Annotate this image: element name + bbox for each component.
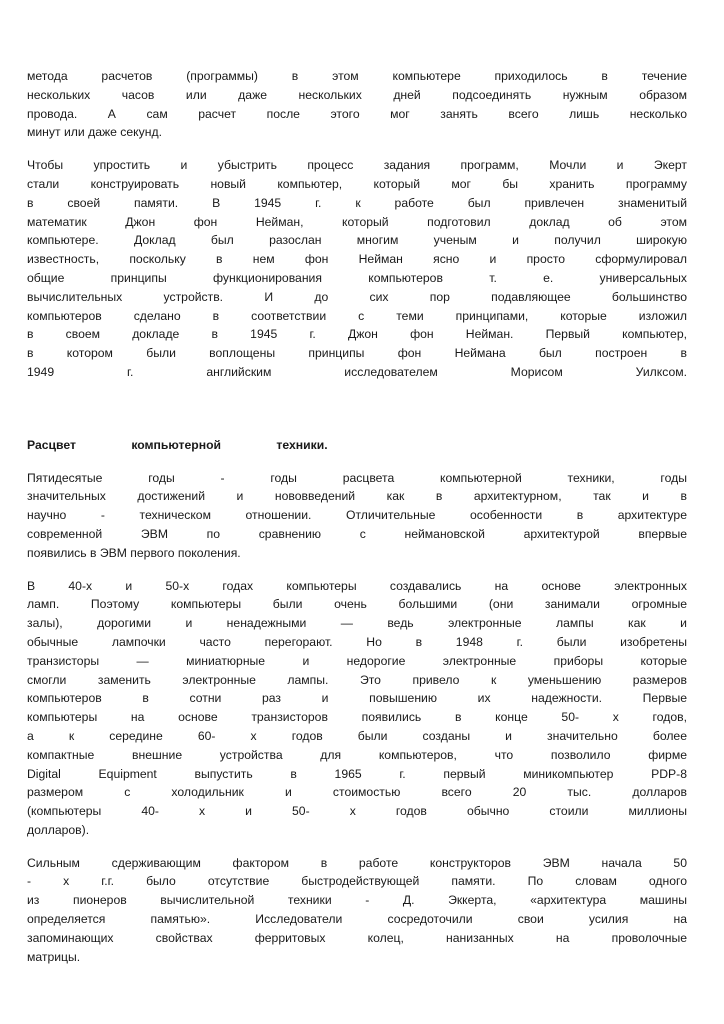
text-line: провода. А сам расчет после этого мог занять всего лишь несколько (27, 106, 687, 121)
text-line: стали конструировать новый компьютер, который мог бы хранить программу (27, 176, 687, 191)
text-line: определяется памятью». Исследователи сосредоточили свои усилия на (27, 912, 687, 927)
text-line: из пионеров вычислительной техники - Д. Эккерта, «архитектура машины (27, 893, 687, 908)
text-line: в своей памяти. В 1945 г. к работе был привлечен знаменитый (27, 195, 687, 210)
text-line: (компьютеры 40- х и 50- х годов обычно стоили миллионы (27, 804, 687, 819)
text-line: Сильным сдерживающим фактором в работе конструкторов ЭВМ начала 50 (27, 855, 687, 870)
text-line: смогли заменить электронные лампы. Это привело к уменьшению размеров (27, 672, 687, 687)
text-line: компьютеров сделано в соответствии с теми принципами, которые изложил (27, 308, 687, 323)
paragraph-von-neumann (27, 156, 687, 382)
text-line: в котором были воплощены принципы фон Неймана был построен в (27, 346, 687, 361)
text-line: математик Джон фон Нейман, который подготовил доклад об этом (27, 214, 687, 229)
text-line: транзисторы — миниатюрные и недорогие электронные приборы которые (27, 653, 687, 668)
text-line: В 40-х и 50-х годах компьютеры создавались на основе электронных (27, 578, 687, 593)
text-line: компьютеров в сотни раз и повышению их надежности. Первые (27, 691, 687, 706)
text-line: компьютеры на основе транзисторов появились в конце 50- х годов, (27, 710, 687, 725)
text-line: - х г.г. было отсутствие быстродействующей памяти. По словам одного (27, 874, 687, 889)
text-line: матрицы. (27, 949, 81, 964)
text-line: метода расчетов (программы) в этом компьютере приходилось в течение (27, 69, 687, 83)
text-line: 1949 г. английским исследователем Морисом Уилксом. (27, 364, 687, 379)
paragraph-memory (27, 854, 687, 967)
text-line: научно - техническом отношении. Отличительные особенности в архитектуре (27, 508, 687, 523)
text-line: нескольких часов или даже нескольких дней подсоединять нужным образом (27, 87, 687, 102)
text-line: значительных достижений и нововведений как в архитектурном, так и в (27, 489, 687, 504)
text-line: общие принципы функционирования компьютеров т. е. универсальных (27, 270, 687, 285)
text-line: обычные лампочки часто перегорают. Но в 1948 г. были изобретены (27, 634, 687, 649)
text-line: компактные внешние устройства для компьютеров, что позволило фирме (27, 747, 687, 762)
text-line: в своем докладе в 1945 г. Джон фон Нейман. Первый компьютер, (27, 327, 687, 342)
paragraph-transistors (27, 577, 687, 840)
text-line: появились в ЭВМ первого поколения. (27, 545, 241, 560)
text-line: вычислительных устройств. И до сих пор подавляющее большинство (27, 289, 687, 304)
section-heading-text: Расцвет компьютерной техники. (27, 437, 328, 452)
text-line: компьютере. Доклад был разослан многим ученым и получил широкую (27, 233, 687, 248)
text-line: долларов). (27, 822, 90, 837)
text-line: минут или даже секунд. (27, 125, 162, 140)
text-line: а к середине 60- х годов были созданы и значительно более (27, 728, 687, 743)
paragraph-program-setup (27, 67, 687, 142)
text-line: Digital Equipment выпустить в 1965 г. первый миникомпьютер PDP-8 (27, 766, 687, 781)
text-line: Чтобы упростить и убыстрить процесс задания программ, Мочли и Экерт (27, 158, 687, 173)
text-line: залы), дорогими и ненадежными — ведь электронные лампы как и (27, 616, 687, 631)
paragraph-fifties (27, 469, 687, 563)
section-heading (27, 436, 687, 455)
text-line: запоминающих свойствах ферритовых колец, нанизанных на проволочные (27, 930, 687, 945)
text-line: известность, поскольку в нем фон Нейман ясно и просто сформулировал (27, 252, 687, 267)
text-line: размером с холодильник и стоимостью всего 20 тыс. долларов (27, 785, 687, 800)
text-line: Пятидесятые годы - годы расцвета компьютерной техники, годы (27, 470, 687, 485)
text-line: современной ЭВМ по сравнению с неймановской архитектурой впервые (27, 526, 687, 541)
text-line: ламп. Поэтому компьютеры были очень большими (они занимали огромные (27, 597, 687, 612)
